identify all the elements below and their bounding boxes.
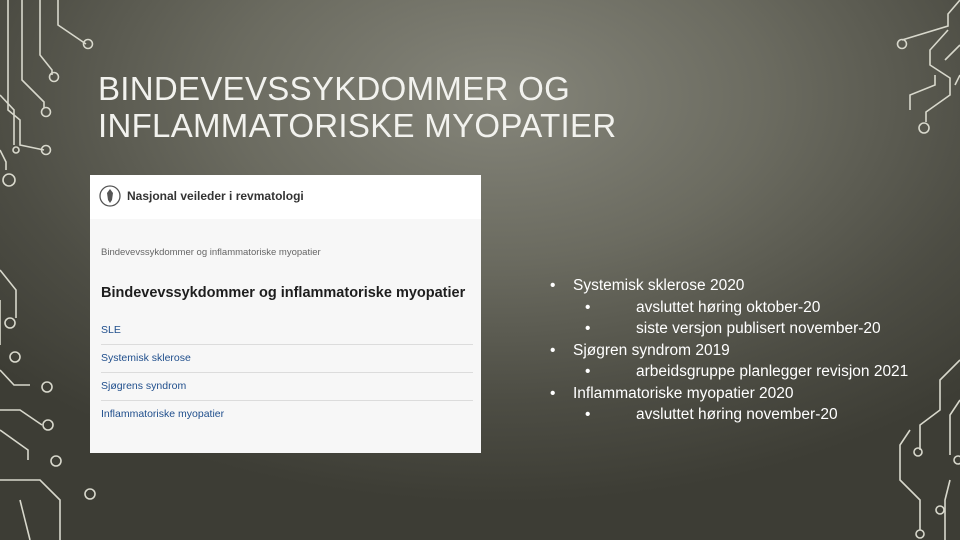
slide-title (98, 70, 798, 144)
sub-bullet-item: • siste versjon publisert november-20 (585, 320, 881, 337)
menu-item-sle[interactable]: SLE (101, 317, 473, 345)
brand-name: Nasjonal veileder i revmatologi (127, 189, 304, 203)
bullet-item: • Inflammatoriske myopatier 2020 (550, 384, 794, 402)
bullet-list (548, 275, 928, 426)
title-line-1: BINDEVEVSSYKDOMMER OG (98, 70, 571, 107)
title-line-2: INFLAMMATORISKE MYOPATIER (98, 107, 617, 144)
sub-bullet-text: arbeidsgruppe planlegger revisjon 2021 (636, 363, 909, 380)
bullet-item: • Sjøgren syndrom 2019 (550, 341, 730, 359)
menu-item-systemisk-sklerose[interactable]: Systemisk sklerose (101, 345, 473, 373)
page-title: Bindevevssykdommer og inflammatoriske myopatier (101, 285, 466, 301)
sub-bullet-text: avsluttet høring november-20 (636, 406, 838, 423)
bullet-item: • Systemisk sklerose 2020 (550, 277, 745, 294)
bullet-text: Systemisk sklerose 2020 (573, 277, 745, 294)
menu-item-sjogrens-syndrom[interactable]: Sjøgrens syndrom (101, 373, 473, 401)
website-screenshot (90, 175, 481, 453)
sub-bullet-item: • arbeidsgruppe planlegger revisjon 2021 (585, 363, 909, 380)
breadcrumb: Bindevevssykdommer og inflammatoriske myopatier (101, 247, 321, 258)
sub-bullet-text: avsluttet høring oktober-20 (636, 298, 821, 316)
bullet-text: Sjøgren syndrom 2019 (573, 341, 730, 359)
sub-bullet-item: • avsluttet høring oktober-20 (585, 298, 821, 316)
sub-bullet-text: siste versjon publisert november-20 (636, 320, 881, 337)
bullet-text: Inflammatoriske myopatier 2020 (573, 384, 794, 402)
crest-icon (99, 184, 121, 208)
screenshot-header (90, 175, 481, 220)
sub-bullet-item: • avsluttet høring november-20 (585, 406, 838, 423)
menu-item-inflammatoriske-myopatier[interactable]: Inflammatoriske myopatier (101, 408, 225, 420)
topic-menu (101, 317, 473, 428)
